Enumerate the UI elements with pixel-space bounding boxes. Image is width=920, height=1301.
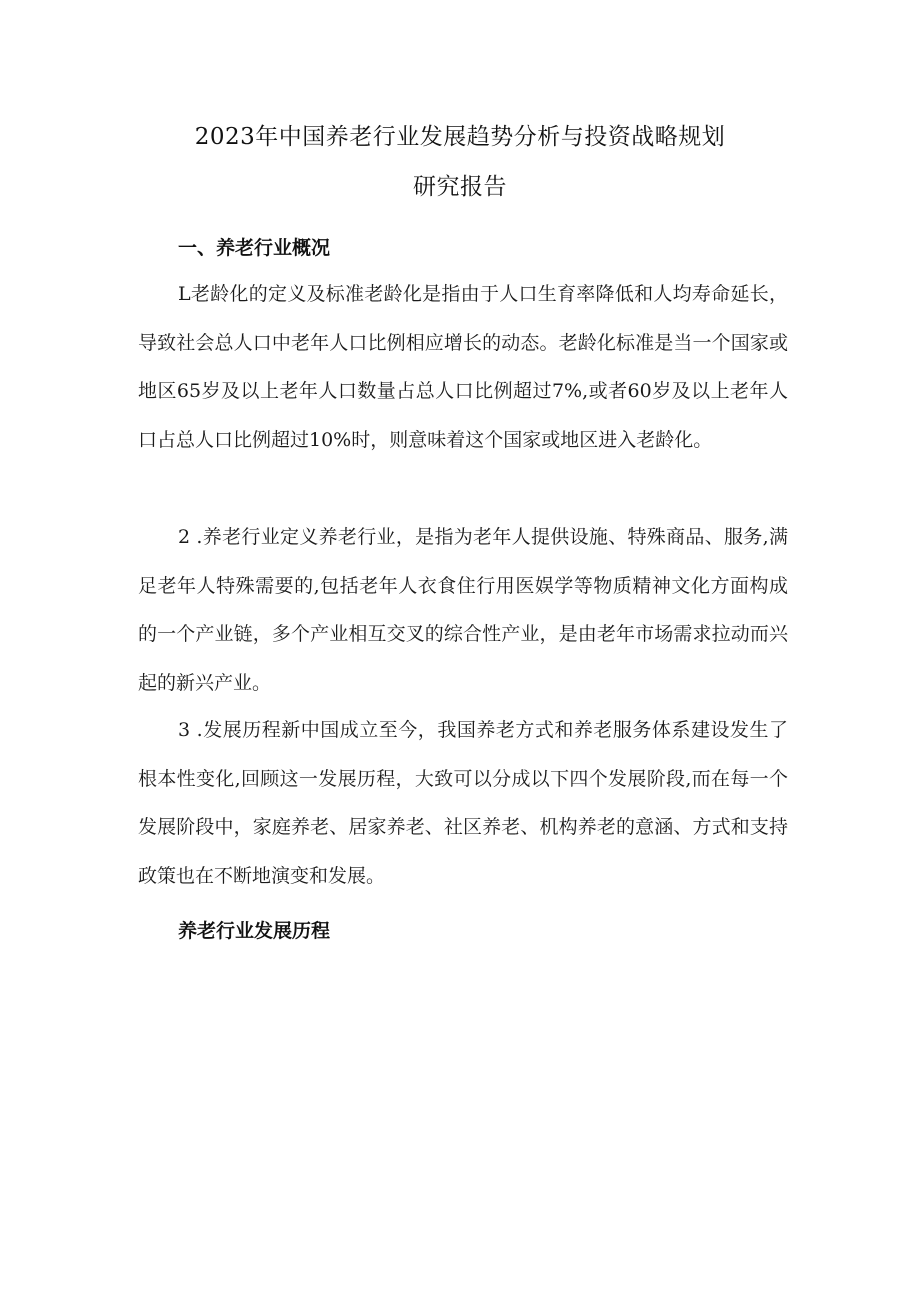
paragraph-development-history: 3 .发展历程新中国成立至今，我国养老方式和养老服务体系建设发生了根本性变化,回顾这一发展历程，大致可以分成以下四个发展阶段,而在每一个发展阶段中，家庭养老、居家养老、社区养老、机构养老的意涵、方式和支持政策也在不断地演变和发展。 (138, 719, 788, 887)
section-heading-overview: 一、养老行业概况 (178, 237, 331, 259)
paragraph-aging-definition: L老龄化的定义及标准老龄化是指由于人口生育率降低和人均寿命延长，导致社会总人口中老年人口比例相应增长的动态。老龄化标准是当一个国家或地区65岁及以上老年人口数量占总人口比例超过7%,或者60岁及以上老年人口占总人口比例超过10%时，则意味着这个国家或地区进入老龄化。 (138, 283, 788, 451)
document-title-line-1: 2023年中国养老行业发展趋势分析与投资战略规划 (194, 124, 726, 150)
section-heading-development-history: 养老行业发展历程 (178, 920, 331, 942)
paragraph-industry-definition: 2 .养老行业定义养老行业，是指为老年人提供设施、特殊商品、服务,满足老年人特殊需要的,包括老年人衣食住行用医娱学等物质精神文化方面构成的一个产业链，多个产业相互交叉的综合性产业，是由老年市场需求拉动而兴起的新兴产业。 (138, 526, 788, 694)
document-title-line-2: 研究报告 (413, 174, 507, 200)
